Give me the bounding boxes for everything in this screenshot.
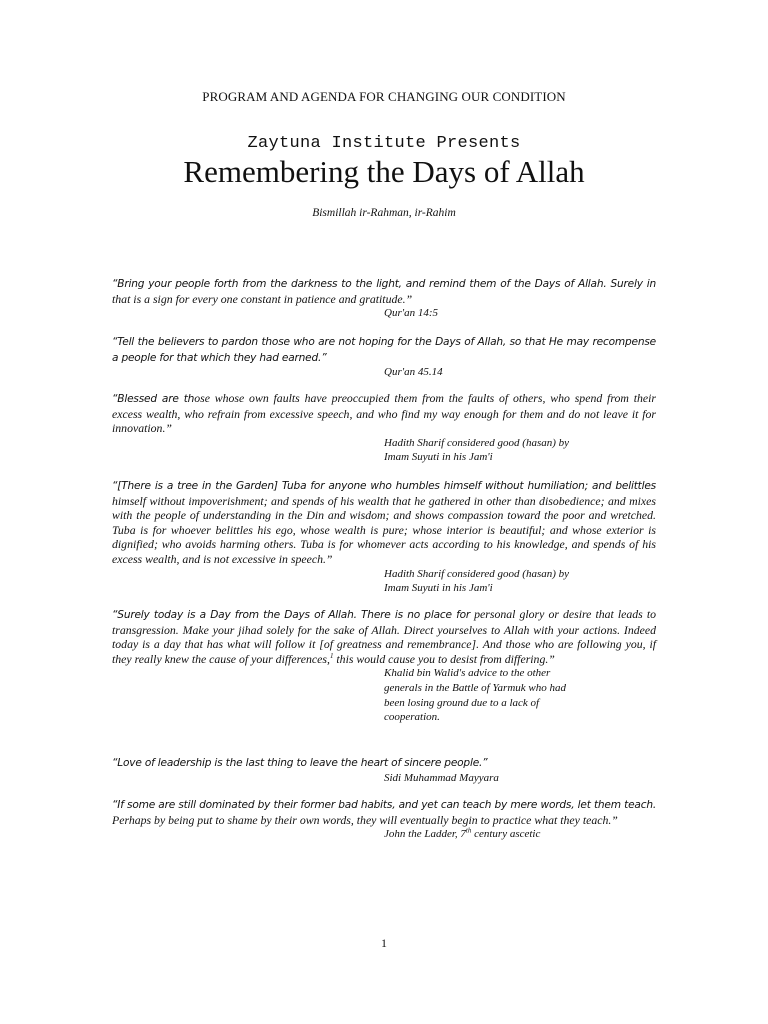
quote-lead: “[There is a tree in the Garden] Tuba for anyone who humbles himself without humiliation; and belittles: [112, 480, 656, 492]
quote-block: [112, 755, 656, 785]
quote-body: himself without impoverishment; and spends of his wealth that he gathered in other than disobedience; and mixes with the people of understanding in the Din and wisdom; and shows compassion toward the poor and wretched. Tuba is for whoever belittles his ego, whose wealth is pure; whose interior is beautiful; and whose exterior is dignified; who avoids harming others. Tuba is for whomever acts according to his knowledge, and spends of his excess wealth, and is not excessive in speech.”: [112, 493, 656, 566]
quote-text: [112, 755, 656, 771]
quote-lead: “Bring your people forth from the darkness to the light, and remind them of the Days of Allah. Surely in: [112, 278, 656, 290]
ordinal-suffix: th: [465, 826, 472, 835]
quote-lead: “Tell the believers to pardon those who are not hoping for the Days of Allah, so that He may recompense a people for that which they had earned.”: [112, 336, 656, 364]
quote-source: Hadith Sharif considered good (hasan) by: [384, 436, 570, 449]
quote-body: that is a sign for every one constant in patience and gratitude.”: [112, 291, 413, 306]
quote-body: ose whose own faults have preoccupied them from the faults of others, who spend from their excess wealth, who refrain from excessive speech, and who find my way enough for them and do not leave it for innovation.”: [112, 391, 656, 436]
quote-source: Imam Suyuti in his Jam'i: [384, 582, 493, 595]
source-prefix: John the Ladder, 7: [384, 828, 466, 841]
quote-body: Perhaps by being put to shame by their own words, they will eventually begin to practice what they teach.”: [112, 812, 618, 827]
quote-source: [384, 827, 656, 842]
quote-source: been losing ground due to a lack of: [384, 696, 540, 709]
quote-text: [112, 276, 656, 306]
quote-lead: “Love of leadership is the last thing to leave the heart of sincere people.”: [112, 757, 488, 769]
quote-lead: “If some are still dominated by their former bad habits, and yet can teach by mere words, let them teach.: [112, 799, 656, 811]
quote-body-continued: this would cause you to desist from differing.”: [333, 651, 555, 666]
bismillah-line: Bismillah ir-Rahman, ir-Rahim: [312, 207, 456, 219]
quote-text: [112, 391, 656, 436]
quote-block: [112, 478, 656, 596]
quote-text: [112, 797, 656, 827]
presenter-line: Zaytuna Institute Presents: [247, 134, 521, 153]
quote-block: [112, 607, 656, 725]
quote-source: Qur'an 14:5: [384, 307, 438, 320]
quote-body: personal glory or desire that leads to transgression. Make your jihad solely for the sake of Allah. Direct yourselves to Allah with your actions. Indeed today is a day that has what will follow it [of greatness and remembrance]. And those who are following you, if they really knew the cause of your differences,: [112, 607, 656, 666]
quote-text: [112, 334, 656, 365]
quote-lead: “Blessed are th: [112, 393, 195, 405]
source-suffix: century ascetic: [471, 828, 541, 841]
quote-block: [112, 334, 656, 380]
quote-block: [112, 391, 656, 465]
quote-source: Sidi Muhammad Mayyara: [384, 771, 499, 784]
quote-block: [112, 276, 656, 321]
quote-block: [112, 797, 656, 842]
quote-source: generals in the Battle of Yarmuk who had: [384, 681, 567, 694]
quote-text: [112, 607, 656, 666]
page-number: 1: [381, 936, 387, 950]
footnote-marker[interactable]: 1: [329, 651, 334, 660]
quote-source: Qur'an 45.14: [384, 366, 443, 379]
quote-source: Khalid bin Walid's advice to the other: [384, 667, 551, 680]
quote-source: Hadith Sharif considered good (hasan) by: [384, 567, 570, 580]
program-heading: PROGRAM AND AGENDA FOR CHANGING OUR CONDITION: [202, 89, 566, 104]
quote-source: Imam Suyuti in his Jam'i: [384, 451, 493, 464]
quote-source: cooperation.: [384, 711, 440, 724]
document-title: Remembering the Days of Allah: [183, 154, 585, 189]
quote-text: [112, 478, 656, 567]
quote-lead: “Surely today is a Day from the Days of Allah. There is no place for: [112, 609, 471, 621]
